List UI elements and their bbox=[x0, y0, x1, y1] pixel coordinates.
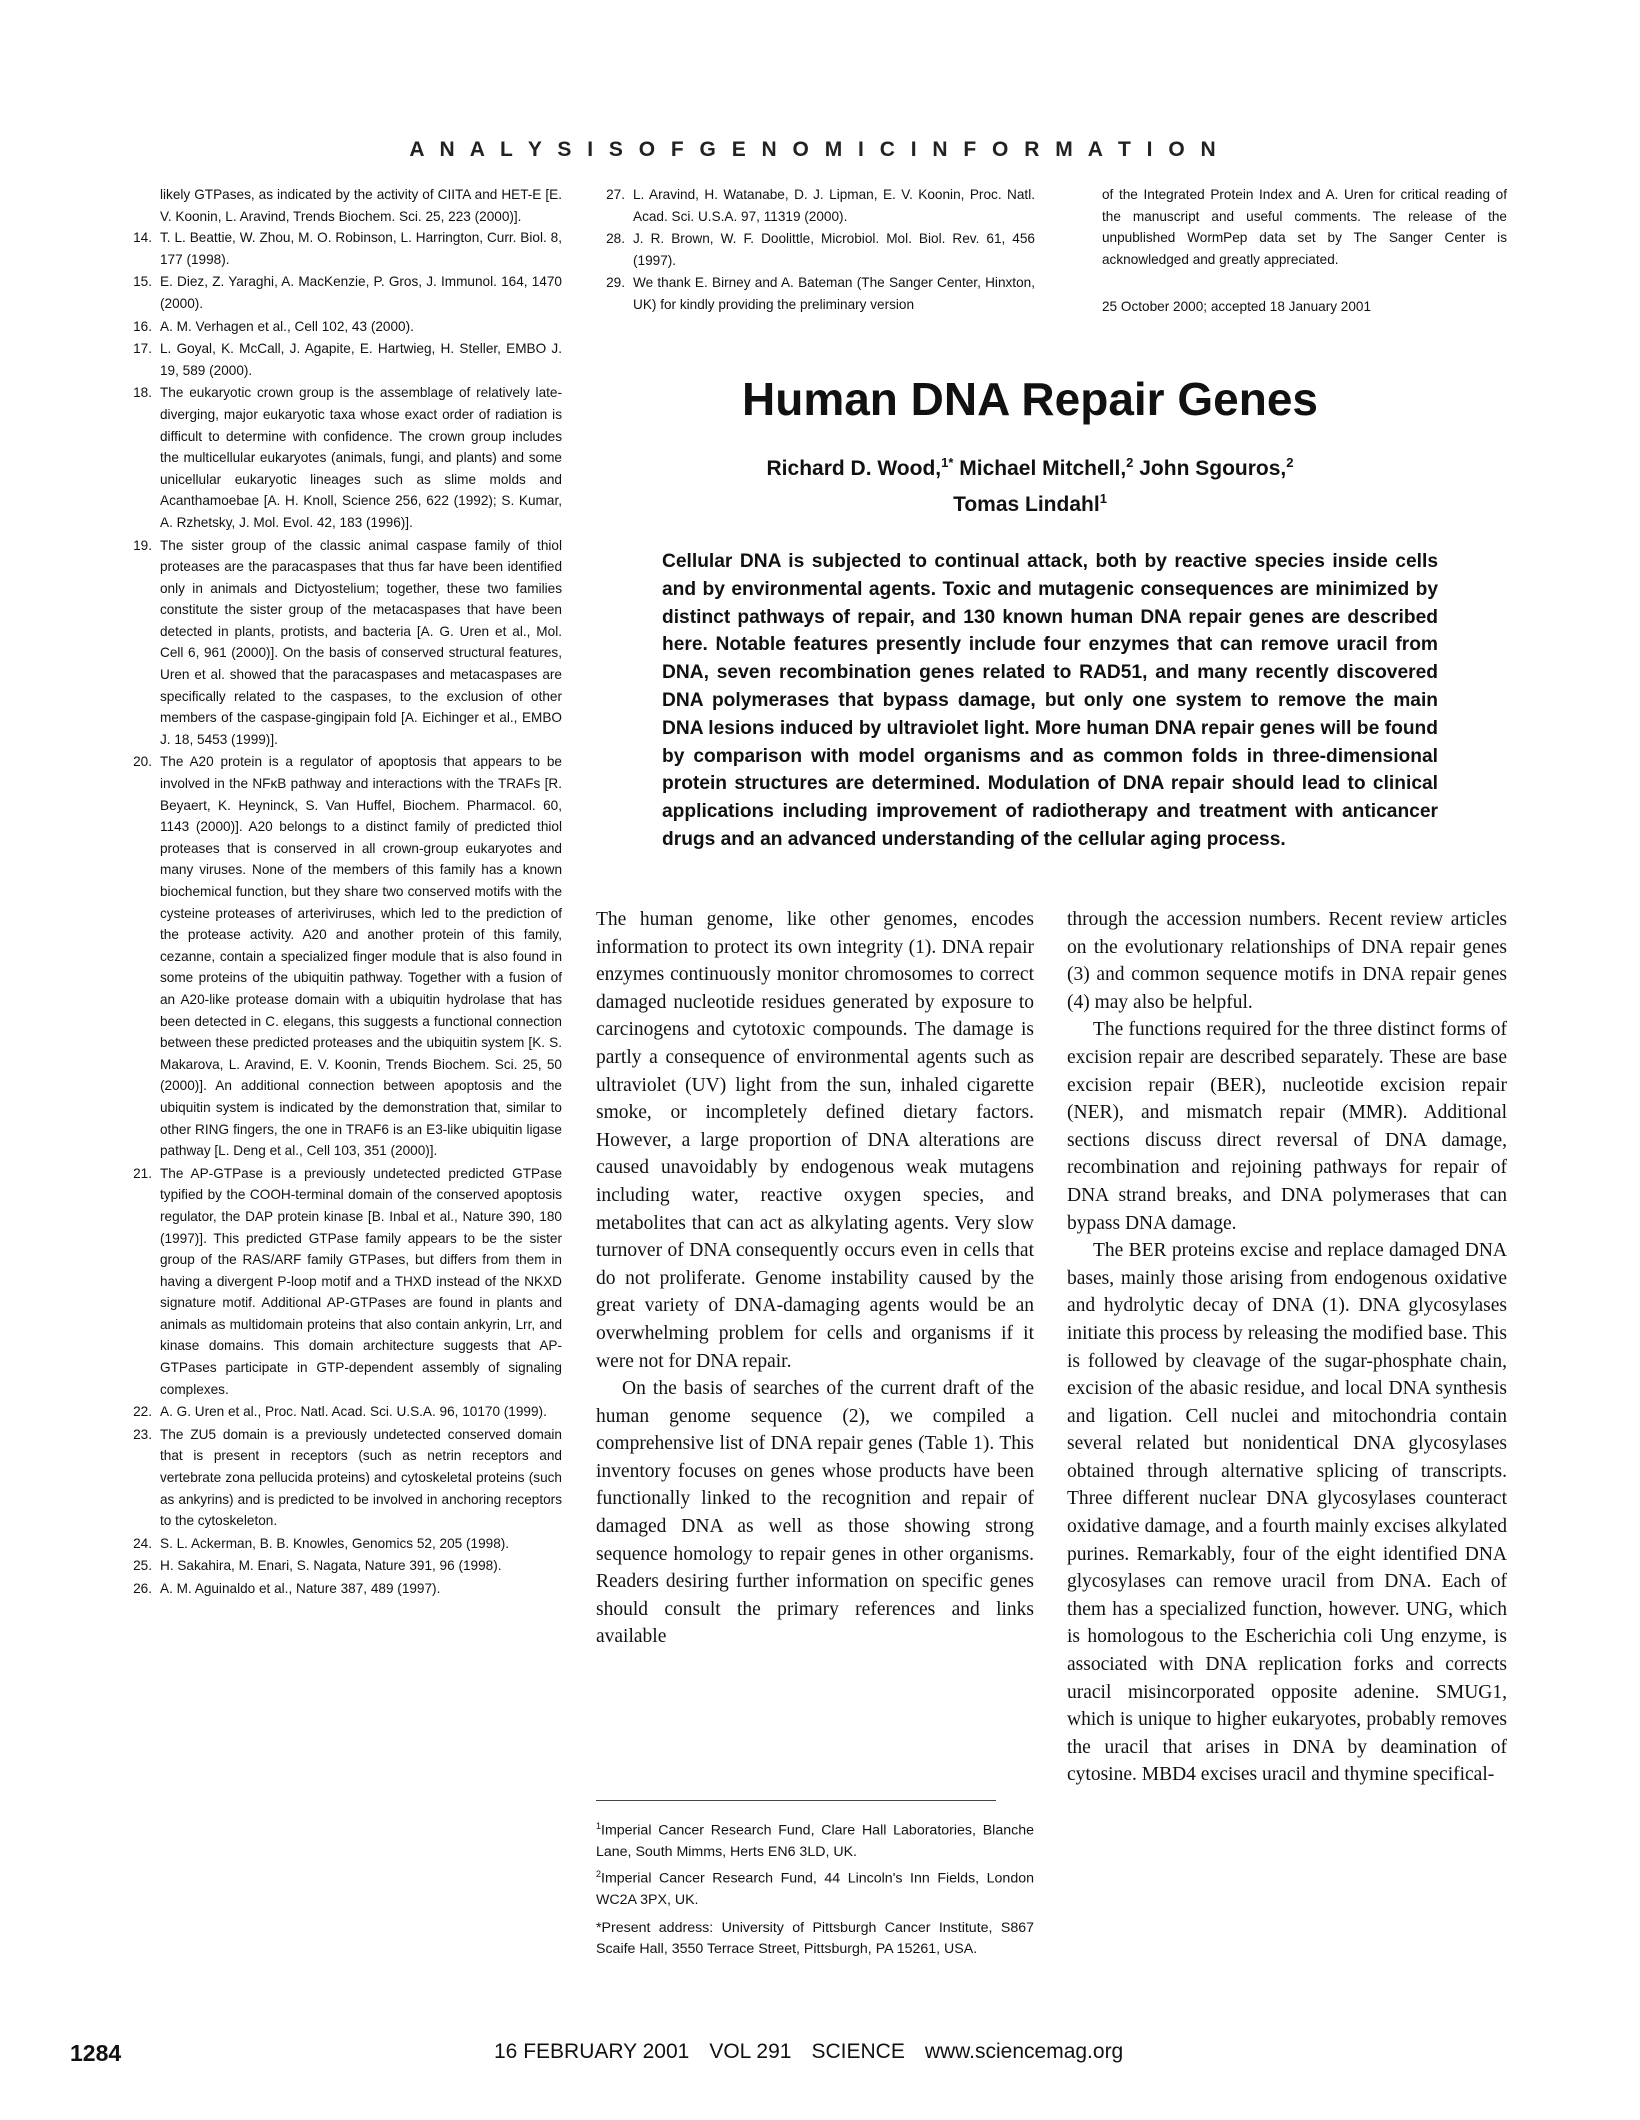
reference-item: 16. A. M. Verhagen et al., Cell 102, 43 (2000). bbox=[133, 318, 414, 334]
reference-list bbox=[595, 184, 1035, 316]
reference-item: 27. L. Aravind, H. Watanabe, D. J. Lipman, E. V. Koonin, Proc. Natl. Acad. Sci. U.S.A. 97, 11319 (2000). bbox=[606, 187, 1035, 224]
reference-item: 21. The AP-GTPase is a previously undetected predicted GTPase typified by the COOH-terminal domain of the conserved apoptosis regulator, the DAP protein kinase [B. Inbal et al., Nature 390, 180 (1997)]. This predicted GTPase family appears to be the sister group of the RAS/ARF family GTPases, but differs from them in having a divergent P-loop motif and a THXD instead of the NKXD signature motif. Additional AP-GTPases are found in plants and animals as multidomain proteins that also contain ankyrin, Lrr, and kinase domains. This domain architecture suggests that AP-GTPases participate in GTP-dependent assembly of signaling complexes. bbox=[133, 1165, 562, 1397]
body-paragraph: The functions required for the three distinct forms of excision repair are described separately. These are base excision repair (BER), nucleotide excision repair (NER), and mismatch repair (MMR). Additional sections discuss direct reversal of DNA damage, recombination and rejoining pathways for repair of DNA strand breaks, and DNA polymerases that can bypass DNA damage. bbox=[1067, 1019, 1507, 1234]
affiliations-footnote bbox=[596, 1816, 1034, 1961]
issue-date: 16 FEBRUARY 2001 bbox=[494, 2040, 690, 2063]
author-list bbox=[630, 448, 1430, 520]
body-paragraph: through the accession numbers. Recent review articles on the evolutionary relationships of DNA repair genes (3) and common sequence motifs in DNA repair genes (4) may also be helpful. bbox=[1067, 909, 1507, 1013]
body-paragraph: The BER proteins excise and replace damaged DNA bases, mainly those arising from endogenous oxidative and hydrolytic decay of DNA (1). DNA glycosylases initiate this process by releasing the modified base. This is followed by cleavage of the sugar-phosphate chain, excision of the abasic residue, and local DNA synthesis and ligation. Cell nuclei and mitochondria contain several related but nonidentical DNA glycosylases obtained through alternative splicing of transcripts. Three different nuclear DNA glycosylases counteract oxidative damage, and a fourth mainly excises alkylated purines. Remarkably, four of the eight identified DNA glycosylases can remove uracil from DNA. Each of them has a specialized function, however. UNG, which is homologous to the Escherichia coli Ung enzyme, is associated with DNA replication forks and corrects uracil misincorporated opposite adenine. SMUG1, which is unique to higher eukaryotes, probably removes the uracil that arises in DNA by deamination of cytosine. MBD4 excises uracil and thymine specifical- bbox=[1067, 1240, 1507, 1786]
body-column-1 bbox=[596, 906, 1034, 1651]
author-name: Tomas Lindahl$^1$ bbox=[953, 491, 1107, 516]
reference-item: 25. H. Sakahira, M. Enari, S. Nagata, Nature 391, 96 (1998). bbox=[133, 1558, 502, 1574]
page-footer bbox=[494, 2040, 1143, 2064]
journal-name: SCIENCE bbox=[811, 2040, 905, 2063]
reference-item: 24. S. L. Ackerman, B. B. Knowles, Genomics 52, 205 (1998). bbox=[133, 1535, 510, 1551]
author-name: Richard D. Wood,$^{1*}$ bbox=[766, 455, 954, 480]
author-affiliation-mark: 2 bbox=[1126, 455, 1134, 470]
reference-list bbox=[122, 227, 562, 1599]
reference-item: 17. L. Goyal, K. McCall, J. Agapite, E. Hartwieg, H. Steller, EMBO J. 19, 589 (2000). bbox=[133, 341, 562, 378]
section-header: A N A L Y S I S O F G E N O M I C I N F O R M A T I O N bbox=[409, 138, 1221, 161]
author-affiliation-mark: 1* bbox=[941, 455, 954, 470]
body-column-2 bbox=[1067, 906, 1507, 1789]
author-affiliation-mark: 1 bbox=[1099, 491, 1107, 506]
reference-item: 26. A. M. Aguinaldo et al., Nature 387, 489 (1997). bbox=[133, 1581, 441, 1596]
page-number: 1284 bbox=[70, 2040, 122, 2066]
reference-item: 23. The ZU5 domain is a previously undetected conserved domain that is present in receptors (such as netrin receptors and vertebrate zona pellucida proteins) and cytoskeletal proteins (such as ankyrins) and is predicted to be involved in anchoring receptors to the cytoskeleton. bbox=[133, 1426, 562, 1529]
reference-item: 14. T. L. Beattie, W. Zhou, M. O. Robinson, L. Harrington, Curr. Biol. 8, 177 (1998). bbox=[133, 230, 562, 267]
reference-item: 18. The eukaryotic crown group is the assemblage of relatively late-diverging, major eukaryotic taxa whose exact order of radiation is difficult to determine with confidence. The crown group includes the multicellular eukaryotes (animals, fungi, and plants) and some unicellular eukaryotic lineages such as slime molds and Acanthamoebae [A. H. Knoll, Science 256, 622 (1992); S. Kumar, A. Rzhetsky, J. Mol. Evol. 42, 183 (1996)]. bbox=[133, 385, 562, 530]
body-paragraph: On the basis of searches of the current draft of the human genome sequence (2), we compiled a comprehensive list of DNA repair genes (Table 1). This inventory focuses on genes whose products have been functionally linked to the recognition and repair of damaged DNA as well as those showing strong sequence homology to repair genes in other organisms. Readers desiring further information on specific genes should consult the primary references and links available bbox=[596, 1378, 1034, 1648]
acknowledgment-column bbox=[1102, 184, 1507, 318]
reference-item: 22. A. G. Uren et al., Proc. Natl. Acad. Sci. U.S.A. 96, 10170 (1999). bbox=[133, 1404, 547, 1420]
reference-item: 15. E. Diez, Z. Yaraghi, A. MacKenzie, P. Gros, J. Immunol. 164, 1470 (2000). bbox=[133, 274, 562, 311]
abstract: Cellular DNA is subjected to continual attack, both by reactive species inside cells and by environmental agents. Toxic and mutagenic consequences are minimized by distinct pathways of repair, and 130 known human DNA repair genes are described here. Notable features presently include four enzymes that can remove uracil from DNA, seven recombination genes related to RAD51, and many recently discovered DNA polymerases that bypass damage, but only one system to remove the main DNA lesions induced by ultraviolet light. More human DNA repair genes will be found by comparison with model organisms and as common folds in three-dimensional protein structures are determined. Modulation of DNA repair should lead to clinical applications including improvement of radiotherapy and treatment with anticancer drugs and an advanced understanding of the cellular aging process. bbox=[662, 551, 1438, 850]
reference-item: 19. The sister group of the classic animal caspase family of thiol proteases are the paracaspases that thus far have been identified only in animals and Dictyostelium; together, these two families constitute the sister group of the metacaspases that have been detected in plants, protists, and bacteria [A. G. Uren et al., Mol. Cell 6, 961 (2000)]. On the basis of conserved structural features, Uren et al. showed that the paracaspases and metacaspases are specifically related to the caspases, to the exclusion of other members of the caspase-gingipain fold [A. Eichinger et al., EMBO J. 18, 5453 (1999)]. bbox=[133, 537, 562, 747]
present-address: *Present address: University of Pittsburgh Cancer Institute, S867 Scaife Hall, 3550 Terrace Street, Pittsburgh, PA 15261, USA. bbox=[596, 1919, 1034, 1958]
acknowledgment-text: of the Integrated Protein Index and A. Uren for critical reading of the manuscript and useful comments. The release of the unpublished WormPep data set by The Sanger Center is acknowledged and greatly appreciated. bbox=[1102, 187, 1507, 267]
author-name: John Sgouros,$^2$ bbox=[1139, 455, 1294, 480]
affiliation: $^2$Imperial Cancer Research Fund, 44 Lincoln's Inn Fields, London WC2A 3PX, UK. bbox=[596, 1868, 1034, 1909]
volume: VOL 291 bbox=[709, 2040, 792, 2063]
journal-url: www.sciencemag.org bbox=[924, 2040, 1124, 2063]
reference-item: 29. We thank E. Birney and A. Bateman (The Sanger Center, Hinxton, UK) for kindly providing the preliminary version bbox=[606, 275, 1035, 312]
body-paragraph: The human genome, like other genomes, encodes information to protect its own integrity (1). DNA repair enzymes continuously monitor chromosomes to correct damaged nucleotide residues generated by exposure to carcinogens and cytotoxic compounds. The damage is partly a consequence of environmental agents such as ultraviolet (UV) light from the sun, inhaled cigarette smoke, or incompletely defined dietary factors. However, a large proportion of DNA alterations are caused unavoidably by endogenous weak mutagens including water, reactive oxygen species, and metabolites that can act as alkylating agents. Very slow turnover of DNA consequently occurs even in cells that do not proliferate. Genome instability caused by the great variety of DNA-damaging agents would be an overwhelming problem for cells and organisms if it were not for DNA repair. bbox=[596, 909, 1034, 1372]
footnote-divider bbox=[596, 1800, 996, 1801]
reference-continuation: likely GTPases, as indicated by the activity of CIITA and HET-E [E. V. Koonin, L. Aravind, Trends Biochem. Sci. 25, 223 (2000)]. bbox=[160, 187, 562, 224]
references-column-1 bbox=[122, 184, 562, 1600]
author-affiliation-mark: 2 bbox=[1286, 455, 1294, 470]
affiliation: $^1$Imperial Cancer Research Fund, Clare Hall Laboratories, Blanche Lane, South Mimms, Herts EN6 3LD, UK. bbox=[596, 1821, 1034, 1861]
received-accepted-dates: 25 October 2000; accepted 18 January 2001 bbox=[1102, 299, 1372, 315]
reference-item: 20. The A20 protein is a regulator of apoptosis that appears to be involved in the NFκB pathway and interactions with the TRAFs [R. Beyaert, K. Heyninck, S. Van Huffel, Biochem. Pharmacol. 60, 1143 (2000)]. A20 belongs to a distinct family of predicted thiol proteases that is conserved in all crown-group eukaryotes and many viruses. None of the members of this family has a known biochemical function, but they share two conserved motifs with the cysteine proteases of arteriviruses, which led to the prediction of the protease activity. A20 and another protein of this family, cezanne, contain a specialized finger module that is also found in some proteins of the ubiquitin pathway. Together with a fusion of an A20-like protease domain with a ubiquitin hydrolase that has been detected in C. elegans, this suggests a functional connection between these predicted proteases and the ubiquitin system [K. S. Makarova, L. Aravind, E. V. Koonin, Trends Biochem. Sci. 25, 50 (2000)]. An additional connection between apoptosis and the ubiquitin system is indicated by the demonstration that, similar to other RING fingers, the one in TRAF6 is an E3-like ubiquitin ligase pathway [L. Deng et al., Cell 103, 351 (2000)]. bbox=[133, 754, 562, 1159]
article-title: Human DNA Repair Genes bbox=[742, 373, 1318, 425]
author-name: Michael Mitchell,$^2$ bbox=[959, 455, 1134, 480]
reference-item: 28. J. R. Brown, W. F. Doolittle, Microbiol. Mol. Biol. Rev. 61, 456 (1997). bbox=[606, 231, 1035, 268]
references-column-2 bbox=[595, 184, 1035, 316]
